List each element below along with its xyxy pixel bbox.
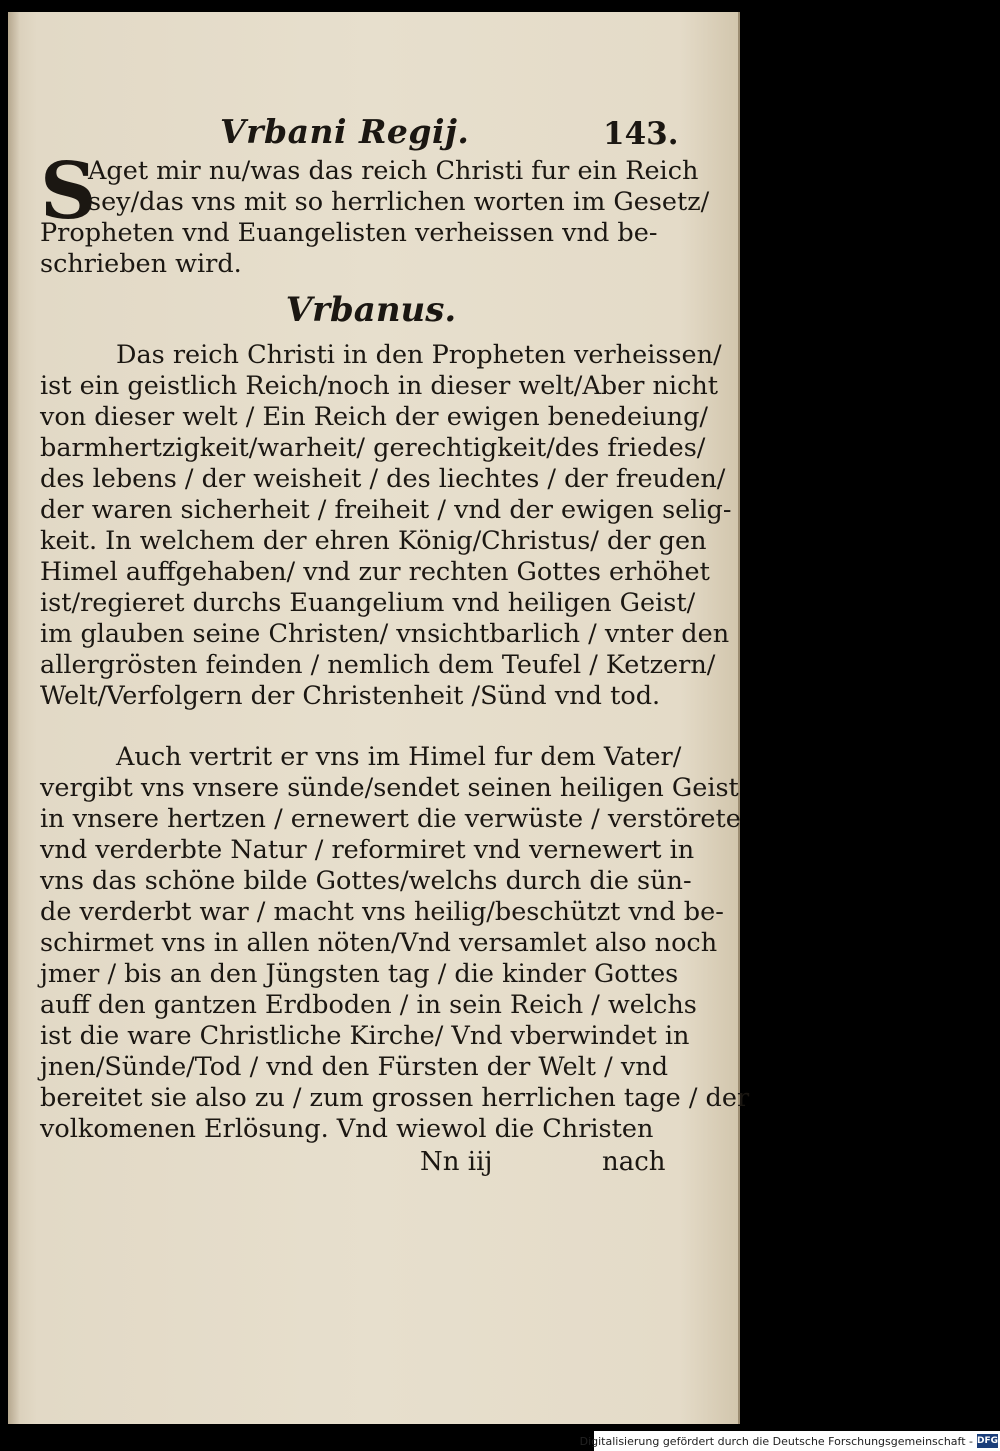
page-footer [40, 1145, 672, 1179]
text-line: barmhertzigkeit/warheit/ gerechtigkeit/des friedes/ [40, 433, 706, 463]
text-line: bereitet sie also zu / zum grossen herrlichen tage / der [40, 1083, 750, 1113]
credit-bar [579, 1431, 1000, 1451]
text-block [40, 108, 750, 1179]
dfg-logo-icon: DFG [976, 1436, 998, 1446]
running-head [40, 108, 679, 156]
text-line: ist/regieret durchs Euangelium vnd heiligen Geist/ [40, 588, 696, 618]
text-line: sey/das vns mit so herrlichen worten im Gesetz/ [88, 187, 710, 217]
text-line: vergibt vns vnsere sünde/sendet seinen heiligen Geist [40, 773, 739, 803]
text-line: Himel auffgehaben/ vnd zur rechten Gottes erhöhet [40, 557, 710, 587]
text-line: vns das schöne bilde Gottes/welchs durch die sün- [40, 866, 692, 896]
page-number: 143. [603, 116, 679, 152]
text-line: ist ein geistlich Reich/noch in dieser welt/Aber nicht [40, 371, 719, 401]
text-line: jmer / bis an den Jüngsten tag / die kinder Gottes [40, 959, 679, 989]
text-line: im glauben seine Christen/ vnsichtbarlich / vnter den [40, 619, 730, 649]
running-title: Vrbani Regij. [220, 112, 470, 151]
signature-mark: Nn iij [420, 1147, 493, 1177]
drop-cap: S [40, 146, 97, 237]
catchword: nach [602, 1147, 666, 1177]
text-line: von dieser welt / Ein Reich der ewigen benedeiung/ [40, 402, 708, 432]
text-line: jnen/Sünde/Tod / vnd den Fürsten der Welt / vnd [40, 1052, 669, 1082]
text-line: der waren sicherheit / freiheit / vnd der ewigen selig- [40, 495, 732, 525]
text-line: ist die ware Christliche Kirche/ Vnd vberwindet in [40, 1021, 690, 1051]
text-line: Das reich Christi in den Propheten verheissen/ [116, 340, 722, 370]
text-line: de verderbt war / macht vns heilig/beschützt vnd be- [40, 897, 724, 927]
credit-text: Digitalisierung gefördert durch die Deutsche Forschungsgemeinschaft - [579, 1434, 973, 1448]
text-line: allergrösten feinden / nemlich dem Teufel / Ketzern/ [40, 650, 716, 680]
page-gutter-shadow [8, 12, 20, 1424]
text-line: Welt/Verfolgern der Christenheit /Sünd vnd tod. [40, 681, 661, 711]
text-line: keit. In welchem der ehren König/Christus/ der gen [40, 526, 707, 556]
first-paragraph [40, 146, 710, 280]
text-line: schrieben wird. [40, 249, 242, 279]
paragraph-gap [40, 712, 672, 742]
text-line: des lebens / der weisheit / des liechtes / der freuden/ [40, 464, 726, 494]
text-line: Aget mir nu/was das reich Christi fur ein Reich [88, 156, 699, 186]
third-paragraph [40, 742, 750, 1145]
text-line: auff den gantzen Erdboden / in sein Reich / welchs [40, 990, 697, 1020]
text-line: Auch vertrit er vns im Himel fur dem Vater/ [116, 742, 682, 772]
text-line: volkomenen Erlösung. Vnd wiewol die Christen [40, 1114, 654, 1144]
text-line: vnd verderbte Natur / reformiret vnd vernewert in [40, 835, 695, 865]
second-paragraph [40, 340, 732, 712]
text-line: schirmet vns in allen nöten/Vnd versamlet also noch [40, 928, 718, 958]
section-heading: Vrbanus. [285, 290, 457, 330]
text-line: in vnsere hertzen / ernewert die verwüste / verstörete [40, 804, 741, 834]
text-line: Propheten vnd Euangelisten verheissen vnd be- [40, 218, 658, 248]
